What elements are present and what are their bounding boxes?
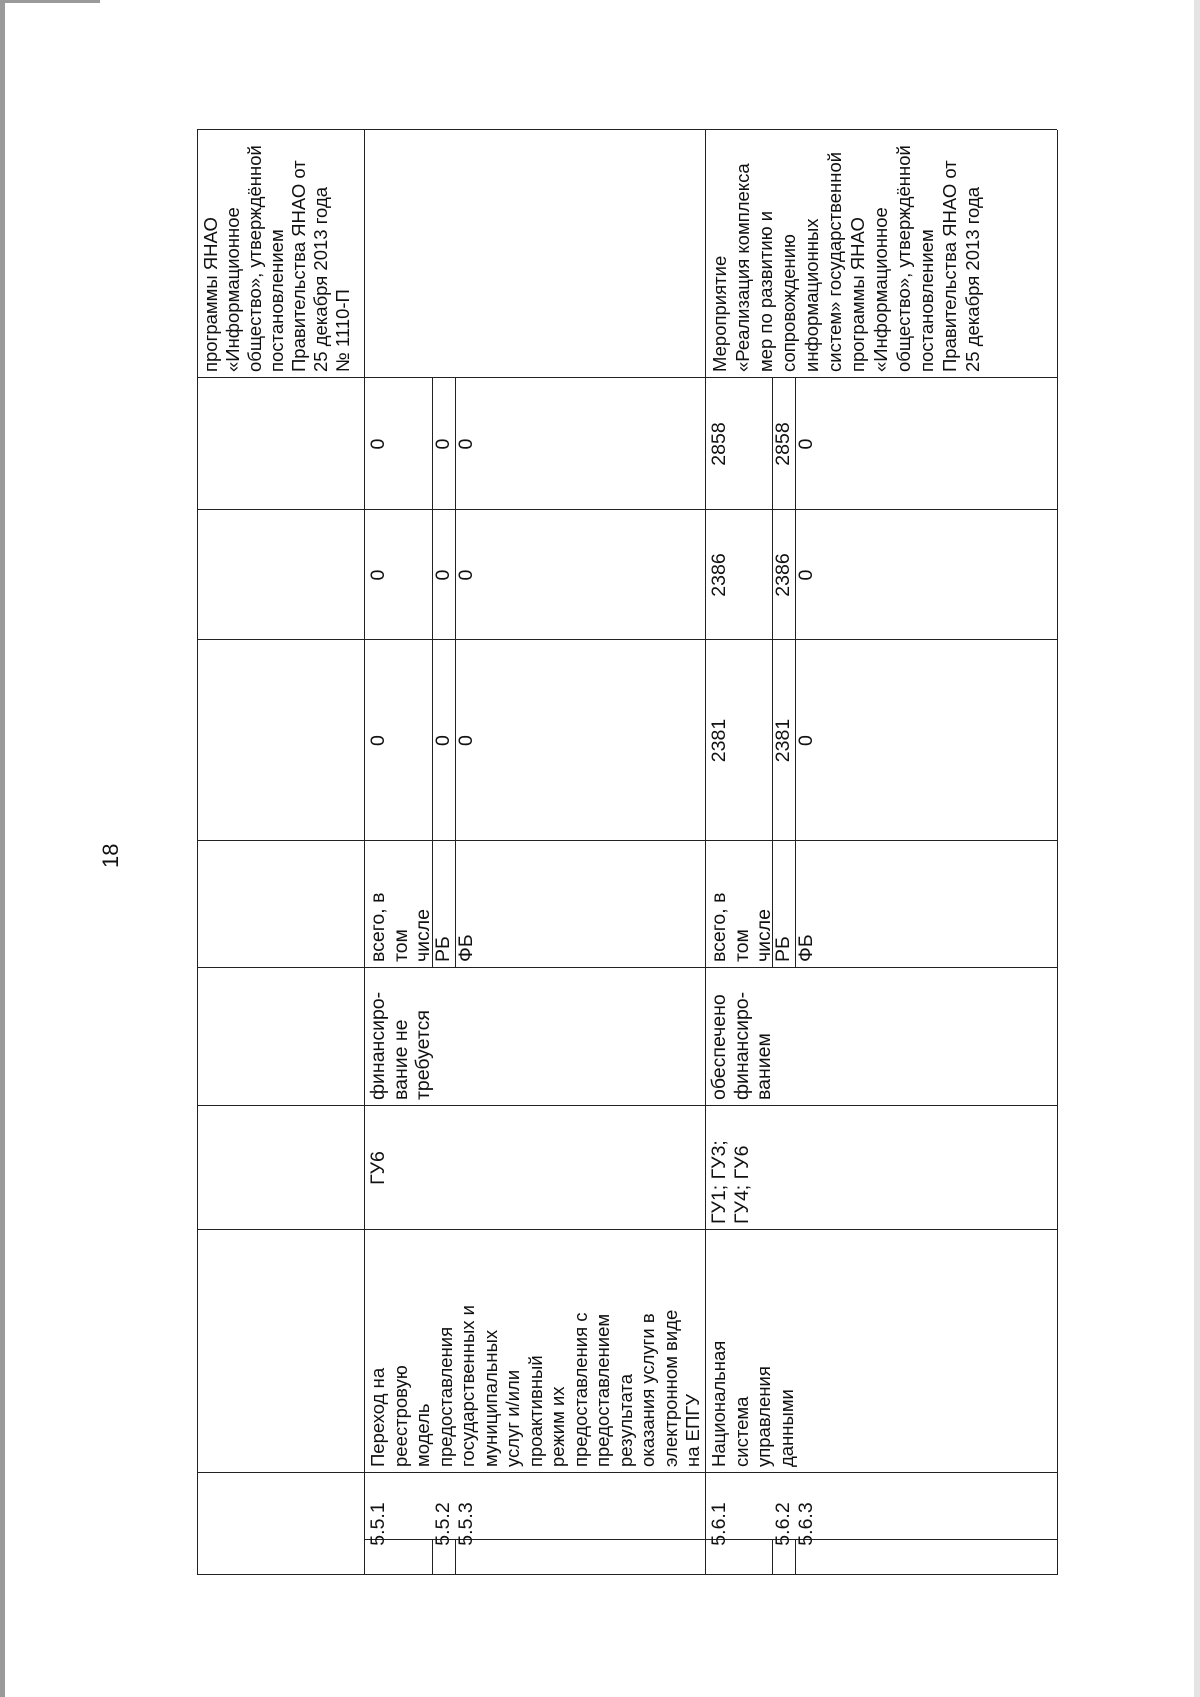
sub-number: 5.6.1 [708,1502,730,1546]
value-year-1: 2381 [708,718,730,763]
top-note: программы ЯНАО «Информационное общество», утверждённой постановлением Правительства ЯНАО от 25 декабря 2013 года № 1110-П [200,145,353,372]
value-year-2: 2386 [708,553,730,597]
funding-source: РБ [432,936,454,962]
funding-source: РБ [772,936,794,962]
value-year-2: 0 [795,569,817,581]
value-year-1: 2381 [772,718,794,763]
funding-source: всего, в том числе [708,892,775,962]
column-divider [197,509,1057,510]
value-year-3: 2858 [708,422,730,466]
value-year-2: 0 [367,569,389,581]
measure-name: Национальная система управления данными [708,1340,797,1467]
value-year-2: 2386 [772,553,794,597]
value-year-3: 0 [432,438,454,450]
scan-edge-left [0,0,5,1697]
value-year-3: 0 [795,438,817,450]
value-year-1: 0 [795,735,817,746]
value-year-1: 0 [432,735,454,746]
service-code: ГУ1; ГУ3; ГУ4; ГУ6 [708,1140,753,1224]
value-year-2: 0 [432,569,454,581]
financing-status: обеспечено финансиро- ванием [708,991,775,1100]
measure-name: Переход на реестровую модель предоставления государственных и муниципальных услуг и/или проактивный режим их предоставления с предоставлением результата оказания услуги в электронном виде на ЕПГУ [367,1305,703,1467]
service-code: ГУ6 [367,1151,389,1185]
sub-number: 5.5.2 [432,1502,454,1546]
sub-number: 5.6.2 [772,1502,794,1546]
value-year-3: 2858 [772,422,794,466]
value-year-2: 0 [455,569,477,581]
sub-number: 5.6.3 [795,1502,817,1546]
value-year-1: 0 [455,735,477,746]
value-year-3: 0 [367,438,389,450]
program-note: Мероприятие «Реализация комплекса мер по развитию и сопровождению информационных систем» государственной программы ЯНАО «Информационное общество», утверждённой постановлением Правительства ЯНАО от 25 декабря 2013 года [709,145,983,372]
column-divider [197,840,1057,841]
funding-source: всего, в том числе [367,892,434,962]
page-number: 18 [98,843,123,868]
scan-edge-top [0,0,100,3]
value-year-1: 0 [367,735,389,746]
funding-source: ФБ [455,934,477,962]
scan-edge-right [1194,0,1200,1697]
value-year-3: 0 [455,438,477,450]
table-border-bottom [1057,130,1058,1575]
sub-number: 5.5.3 [455,1502,477,1546]
funding-source: ФБ [795,934,817,962]
column-divider [197,639,1057,640]
rotated-table [197,130,1057,1575]
sub-number: 5.5.1 [367,1502,389,1546]
financing-status: финансиро- вание не требуется [367,991,434,1100]
